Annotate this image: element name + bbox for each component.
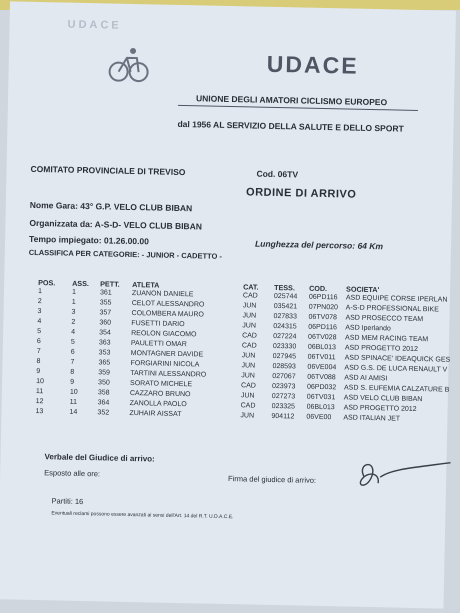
table-cell: ASD Iperlando — [345, 324, 391, 333]
table-cell: JUN — [242, 322, 257, 330]
time-taken: Tempo impiegato: 01.26.00.00 — [28, 233, 150, 247]
table-cell: 028593 — [272, 362, 296, 371]
table-cell: 4 — [37, 318, 42, 326]
table-cell: 359 — [98, 369, 111, 377]
course-length: Lunghezza del percorso: 64 Km — [254, 238, 384, 252]
table-cell: CAD — [240, 402, 256, 410]
column-header: COD. — [309, 283, 328, 294]
table-cell: CAD — [242, 292, 258, 300]
table-cell: CAZZARO BRUNO — [129, 389, 191, 399]
table-cell: JUN — [240, 412, 255, 420]
table-cell: 7 — [70, 358, 75, 366]
table-cell: ASD VELO CLUB BIBAN — [343, 394, 423, 404]
table-cell: 3 — [37, 308, 42, 316]
table-cell: 10 — [36, 378, 44, 386]
table-cell: 8 — [36, 358, 41, 366]
table-cell: CAD — [242, 332, 257, 340]
table-cell: 023330 — [272, 342, 297, 351]
table-cell: PAULETTI OMAR — [130, 339, 187, 349]
table-cell: 024315 — [273, 322, 297, 331]
table-cell: 904112 — [271, 412, 295, 421]
table-cell: 8 — [70, 368, 75, 376]
table-cell: 027945 — [272, 352, 297, 361]
table-cell: 360 — [99, 319, 112, 327]
table-cell: ASD PROSECCO TEAM — [345, 314, 424, 324]
column-header: CAT. — [243, 282, 259, 292]
table-cell: ASD PROGETTO 2012 — [344, 344, 418, 353]
column-header: ASS. — [72, 278, 90, 289]
table-cell: 5 — [37, 328, 42, 336]
table-cell: ASD ITALIAN JET — [343, 414, 401, 423]
table-cell: 027224 — [273, 332, 297, 341]
table-cell: 06BL013 — [306, 403, 335, 412]
table-cell: 027273 — [271, 392, 296, 401]
table-cell: 365 — [98, 359, 111, 367]
table-cell: 5 — [70, 338, 75, 346]
table-cell: ASD PROGETTO 2012 — [343, 404, 417, 413]
table-cell: 11 — [35, 388, 44, 396]
race-name: Nome Gara: 43° G.P. VELO CLUB BIBAN — [29, 199, 193, 214]
table-cell: 023973 — [271, 382, 296, 391]
table-cell: CELOT ALESSANDRO — [131, 299, 205, 309]
table-cell: JUN — [240, 392, 255, 400]
committee-code: Cod. 06TV — [256, 168, 299, 180]
table-cell: 352 — [97, 409, 110, 417]
table-cell: MONTAGNER DAVIDE — [130, 349, 204, 359]
table-cell: FORGIARINI NICOLA — [130, 359, 200, 369]
verbale-label: Verbale del Giudice di arrivo: — [44, 452, 155, 464]
table-cell: 363 — [98, 339, 111, 347]
watermark-text: UDACE — [67, 18, 122, 32]
table-cell: 06TV011 — [307, 353, 336, 362]
table-cell: 06TV028 — [308, 333, 337, 342]
table-cell: JUN — [242, 302, 257, 310]
table-cell: 1 — [71, 288, 76, 296]
table-cell: 364 — [97, 399, 110, 407]
table-cell: COLOMBERA MAURO — [131, 309, 204, 319]
table-cell: 361 — [99, 289, 112, 297]
table-cell: 06PD032 — [306, 383, 337, 392]
table-cell: 2 — [71, 318, 76, 326]
results-sheet — [0, 1, 456, 608]
table-cell: ASD EQUIPE CORSE IPERLAN — [345, 294, 448, 304]
since-line: dal 1956 AL SERVIZIO DELLA SALUTE E DELLO SPORT — [177, 118, 404, 134]
table-cell: 7 — [36, 348, 41, 356]
table-cell: 11 — [69, 398, 78, 406]
esposto-label: Esposto alle ore: — [44, 468, 101, 479]
table-cell: 06PD116 — [308, 293, 338, 302]
brand-title: UDACE — [266, 50, 359, 79]
table-cell: 1 — [71, 298, 76, 306]
organizer: Organizzata da: A-S-D- VELO CLUB BIBAN — [29, 217, 203, 232]
column-header: PETT. — [100, 279, 120, 289]
table-cell: 3 — [71, 308, 76, 316]
table-cell: 2 — [37, 298, 42, 306]
column-header: POS. — [38, 278, 56, 288]
table-cell: JUN — [241, 362, 256, 370]
table-cell: 6 — [70, 348, 75, 356]
table-cell: CAD — [241, 342, 257, 350]
table-cell: 10 — [69, 388, 78, 396]
table-cell: 06VE004 — [307, 363, 337, 372]
starters-count: Partiti: 16 — [51, 496, 84, 507]
union-line: UNIONE DEGLI AMATORI CICLISMO EUROPEO — [195, 93, 388, 108]
table-cell: ZUHAIR AISSAT — [129, 409, 182, 419]
table-cell: 350 — [98, 379, 110, 387]
table-cell: 14 — [69, 408, 78, 416]
table-cell: CAD — [240, 382, 256, 390]
table-cell: 358 — [97, 389, 110, 397]
table-cell: 1 — [37, 288, 42, 296]
table-cell: JUN — [241, 352, 256, 360]
column-header: ATLETA — [132, 280, 160, 290]
firma-label: Firma del giudice di arrivo: — [228, 474, 317, 485]
signature — [350, 455, 460, 497]
table-cell: 9 — [36, 368, 41, 376]
table-cell: 06TV088 — [307, 373, 336, 382]
table-cell: 025744 — [273, 292, 298, 301]
results-table — [35, 278, 451, 423]
table-cell: SORATO MICHELE — [130, 379, 193, 389]
table-cell: TARTINI ALESSANDRO — [130, 369, 207, 379]
table-cell: ZANOLLA PAOLO — [129, 399, 187, 409]
column-header: SOCIETA' — [346, 284, 380, 295]
table-cell: 06BL013 — [307, 343, 336, 352]
table-cell: ZUANON DANIELE — [131, 290, 194, 299]
committee-name: COMITATO PROVINCIALE DI TREVISO — [30, 163, 186, 178]
table-cell: ASD MEM RACING TEAM — [345, 334, 429, 344]
column-header: TESS. — [274, 282, 295, 293]
table-cell: JUN — [241, 372, 255, 380]
table-cell: ASD G.S. DE LUCA RENAULT V — [344, 364, 448, 374]
table-cell: 027067 — [272, 372, 296, 381]
table-cell: 06TV078 — [308, 313, 337, 322]
table-cell: ASD SPINACE' IDEAQUICK GES — [344, 354, 451, 364]
table-cell: 6 — [36, 338, 41, 346]
table-cell: 13 — [35, 408, 44, 416]
table-cell: FUSETTI DARIO — [131, 319, 185, 329]
cyclist-logo-icon — [106, 43, 151, 88]
classification: CLASSIFICA PER CATEGORIE: - JUNIOR - CADETTO - — [28, 247, 223, 261]
table-cell: ASD S. EUFEMIA CALZATURE B — [343, 384, 450, 394]
table-cell: 07PN020 — [308, 303, 338, 312]
table-cell: 06PD116 — [308, 323, 338, 332]
table-cell: A-S-D PROFESSIONAL BIKE — [345, 304, 439, 314]
table-cell: 035421 — [273, 302, 298, 311]
table-cell: 355 — [99, 299, 112, 307]
table-cell: 12 — [35, 398, 44, 406]
table-cell: 023325 — [271, 402, 296, 411]
table-cell: 06VE00 — [306, 413, 332, 422]
table-cell: 027833 — [273, 312, 297, 321]
table-cell: JUN — [242, 312, 257, 320]
table-cell: 06TV031 — [306, 393, 336, 402]
footnote: Eventuali reclami possono essere avanzati ai sensi dell'Art. 14 del R.T. U.D.A.C.E. — [51, 510, 234, 521]
table-cell: 354 — [99, 329, 111, 337]
table-cell: 9 — [70, 378, 75, 386]
table-cell: 4 — [71, 328, 76, 336]
table-cell: REOLON GIACOMO — [131, 329, 197, 339]
table-cell: 357 — [99, 309, 112, 317]
table-cell: 353 — [98, 349, 111, 357]
table-cell: ASD AI AMISI — [344, 374, 388, 383]
document-title: ORDINE DI ARRIVO — [245, 186, 357, 201]
